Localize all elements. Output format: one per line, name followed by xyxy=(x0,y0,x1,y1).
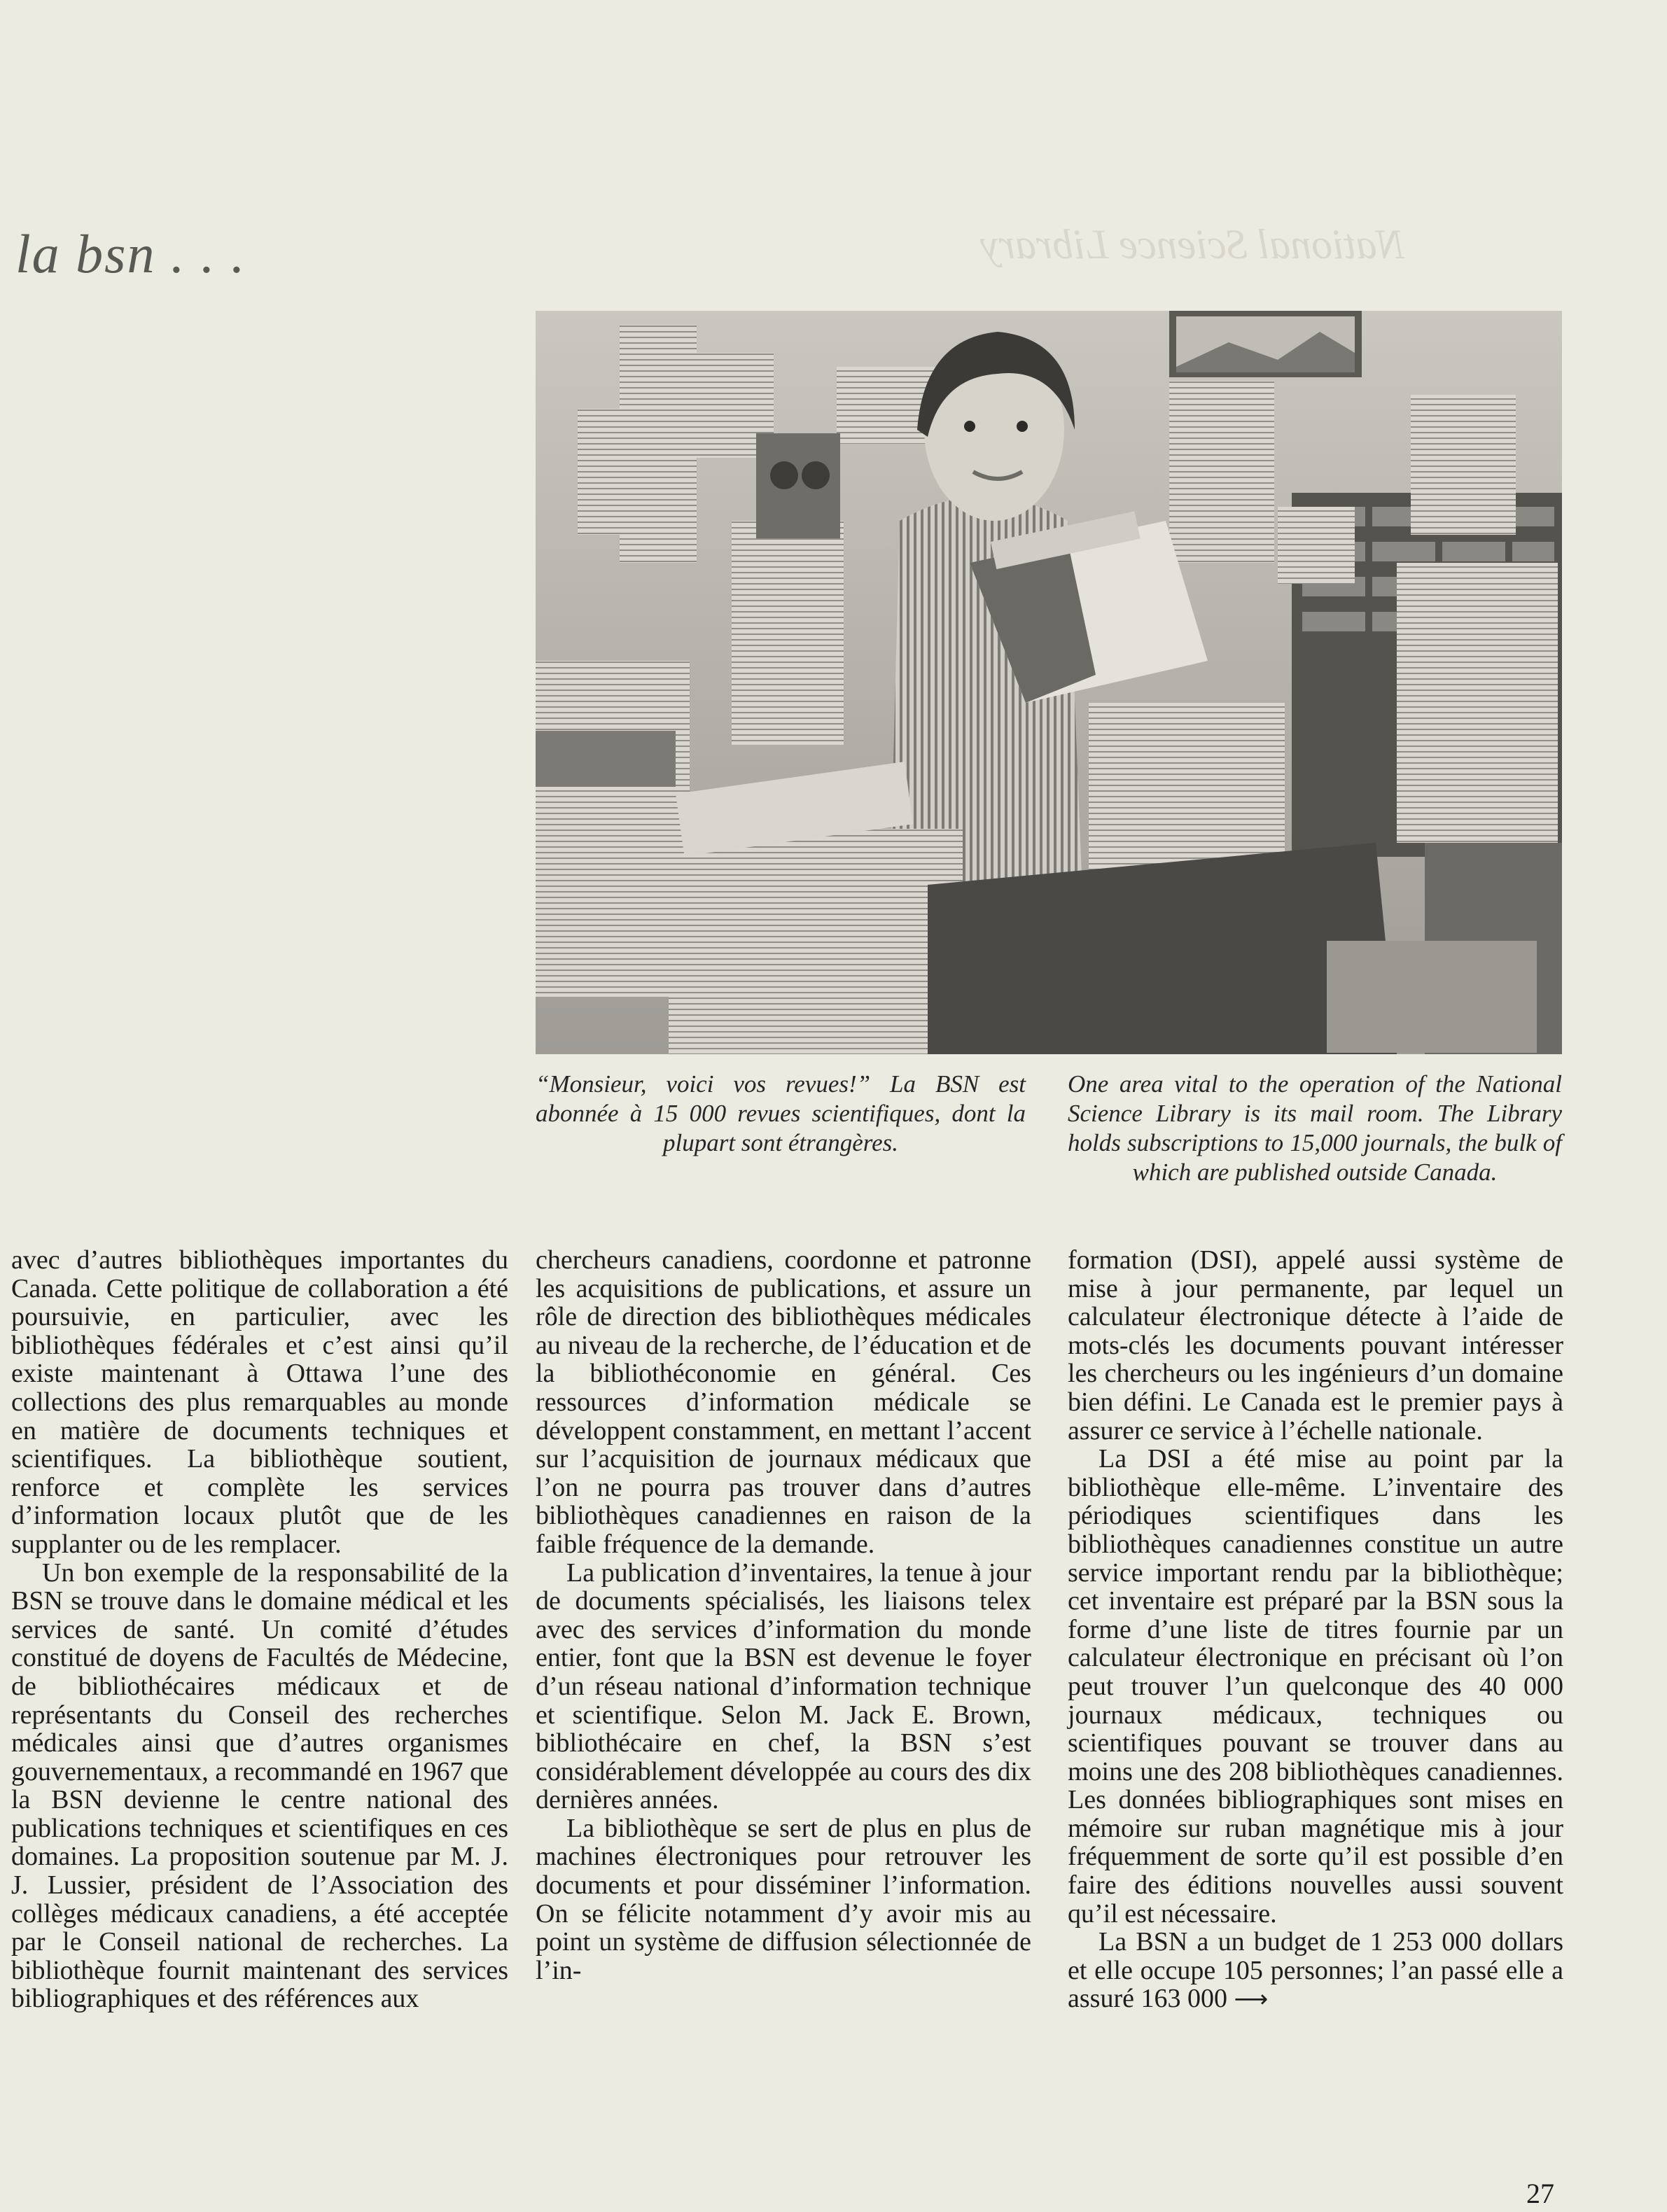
photo-caption-english: One area vital to the operation of the National Science Library is its mail room. The Library holds subscriptions to 15,000 journals, the bulk of which are published outside Canada. xyxy=(1068,1070,1562,1186)
text-column-1 xyxy=(11,1246,508,2013)
continue-arrow-icon: ⟶ xyxy=(1234,1985,1269,2014)
paragraph: formation (DSI), appelé aussi système de mise à jour permanente, par lequel un calculateur électronique détecte à l’aide de mots-clés les documents pouvant intéresser les chercheurs ou les ingénieurs d’un domaine bien défini. Le Canada est le premier pays à assurer ce service à l’échelle nationale. xyxy=(1068,1245,1563,1446)
photo-illustration xyxy=(536,311,1562,1054)
paragraph xyxy=(1068,1928,1563,2014)
paragraph: La publication d’inventaires, la tenue à jour de documents spécialisés, les liaisons telex avec des services d’information du monde entier, font que la BSN est devenue le foyer d’un réseau national d’information technique et scientifique. Selon M. Jack E. Brown, bibliothécaire en chef, la BSN s’est considérablement développée au cours des dix dernières années. xyxy=(536,1558,1031,1815)
photo-caption-french: “Monsieur, voici vos revues!” La BSN est abonnée à 15 000 revues scientifiques, dont la plupart sont étrangères. xyxy=(536,1070,1026,1156)
photo-mail-room xyxy=(536,311,1562,1054)
section-heading: la bsn . . . xyxy=(15,223,246,284)
paragraph: La bibliothèque se sert de plus en plus de machines électroniques pour retrouver les documents et pour disséminer l’information. On se félicite notamment d’y avoir mis au point un système de diffusion sélectionnée de l’in- xyxy=(536,1813,1031,1985)
paragraph: La DSI a été mise au point par la bibliothèque elle-même. L’inventaire des périodiques scientifiques dans les bibliothèques canadiennes constitue un autre service important rendu par la bibliothèque; cet inventaire est préparé par la BSN sous la forme d’une liste de titres fournie par un calculateur électronique en précisant où l’on peut trouver l’un quelconque des 40 000 journaux médicaux, techniques ou scientifiques pouvant se trouver dans au moins une des 208 bibliothèques canadiennes. Les données bibliographiques sont mises en mémoire sur ruban magnétique mis à jour fréquemment de sorte qu’il est possible d’en faire des éditions nouvelles aussi souvent qu’il est nécessaire. xyxy=(1068,1444,1563,1928)
bleed-through-text: National Science Library xyxy=(980,221,1405,267)
page-number: 27 xyxy=(1526,2178,1554,2209)
text-column-2 xyxy=(536,1246,1031,1984)
text-column-3 xyxy=(1068,1246,1563,2014)
paragraph: Un bon exemple de la responsabilité de la BSN se trouve dans le domaine médical et les services de santé. Un comité d’études constitué de doyens de Facultés de Médecine, de bibliothécaires médicaux et de représentants du Conseil des recherches médicales ainsi que d’autres organismes gouvernementaux, a recommandé en 1967 que la BSN devienne le centre national des publications techniques et scientifiques en ces domaines. La proposition soutenue par M. J. J. Lussier, président de l’Association des collèges médicaux canadiens, a été acceptée par le Conseil national de recherches. La bibliothèque fournit maintenant des services bibliographiques et des références aux xyxy=(11,1558,508,2014)
paragraph-text: La BSN a un budget de 1 253 000 dollars et elle occupe 105 personnes; l’an passé elle a assuré 163 000 xyxy=(1068,1927,1563,2014)
paragraph: avec d’autres bibliothèques importantes du Canada. Cette politique de collaboration a été poursuivie, en particulier, avec les bibliothèques fédérales et c’est ainsi qu’il existe maintenant à Ottawa l’une des collections des plus remarquables au monde en matière de documents techniques et scientifiques. La bibliothèque soutient, renforce et complète les services d’information locaux plutôt que de les supplanter ou de les remplacer. xyxy=(11,1245,508,1559)
paragraph: chercheurs canadiens, coordonne et patronne les acquisitions de publications, et assure un rôle de direction des bibliothèques médicales au niveau de la recherche, de l’éducation et de la bibliothéconomie en général. Ces ressources d’information médicale se développent constamment, en mettant l’accent sur l’acquisition de journaux médicaux que l’on ne pourra pas trouver dans d’autres bibliothèques canadiennes en raison de la faible fréquence de la demande. xyxy=(536,1245,1031,1559)
